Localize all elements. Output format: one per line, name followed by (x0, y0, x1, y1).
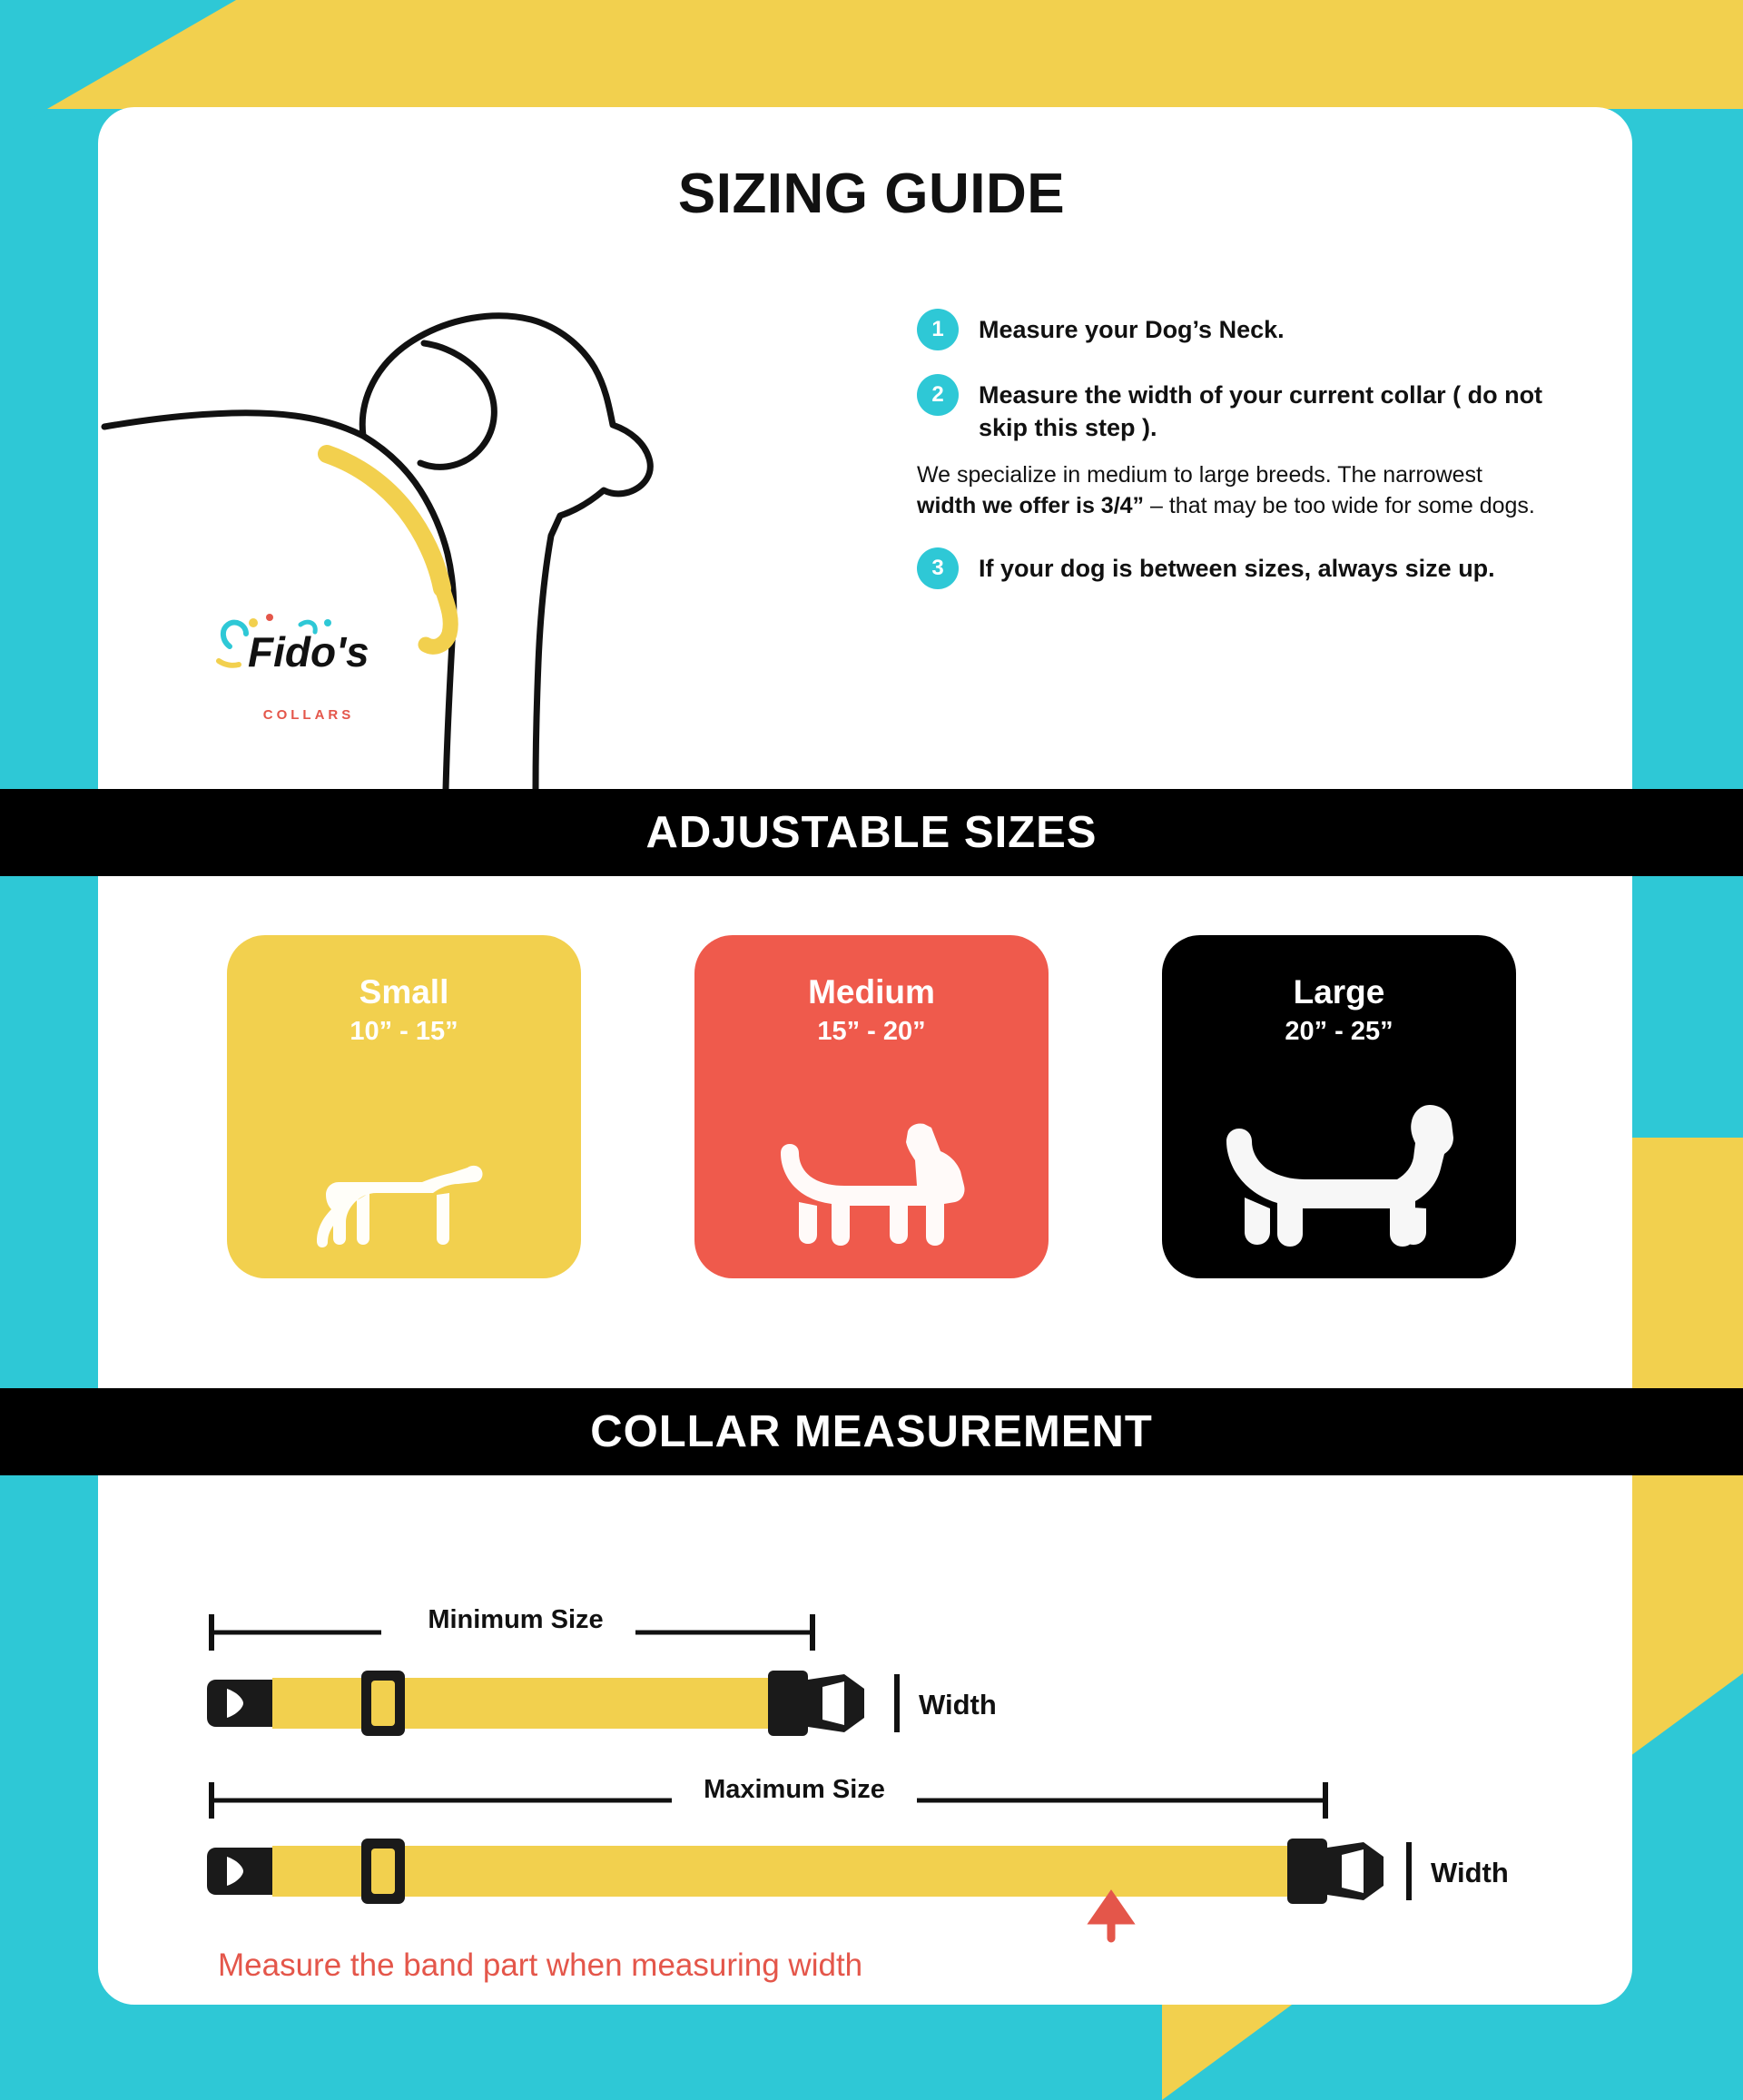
section-header-adjustable-sizes (0, 789, 1743, 876)
width-note (917, 460, 1543, 522)
size-card-large-range: 20” - 25” (1285, 1017, 1393, 1046)
size-card-small[interactable] (227, 935, 581, 1278)
size-card-small-range: 10” - 15” (350, 1017, 458, 1046)
instruction-steps (917, 309, 1552, 613)
step-1 (917, 309, 1552, 350)
step-2-text: Measure the width of your current collar ( do not skip this step ). (979, 381, 1543, 441)
minimum-size-label: Minimum Size (428, 1605, 604, 1634)
measurement-footnote: Measure the band part when measuring width (218, 1947, 863, 1983)
step-3 (917, 547, 1552, 589)
svg-text:Fido's: Fido's (248, 628, 369, 675)
large-dog-silhouette-icon (1203, 1096, 1475, 1255)
step-1-number: 1 (917, 309, 959, 350)
size-card-medium-range: 15” - 20” (817, 1017, 926, 1046)
size-card-small-name: Small (359, 973, 449, 1011)
maximum-size-label: Maximum Size (704, 1775, 885, 1804)
small-dog-silhouette-icon (313, 1137, 495, 1255)
fidos-logo (213, 610, 404, 710)
dog-head-outline-illustration (86, 263, 803, 790)
step-2-number: 2 (917, 374, 959, 416)
logo-subtitle: COLLARS (262, 707, 355, 723)
size-card-medium[interactable] (694, 935, 1049, 1278)
page-title: SIZING GUIDE (677, 163, 1066, 225)
collar-measurement-label: COLLAR MEASUREMENT (590, 1407, 1153, 1456)
size-card-medium-name: Medium (808, 973, 935, 1011)
background-yellow-top-bar (0, 0, 1743, 109)
step-1-text: Measure your Dog’s Neck. (979, 316, 1285, 343)
adjustable-sizes-label: ADJUSTABLE SIZES (645, 808, 1098, 857)
medium-dog-silhouette-icon (763, 1119, 980, 1255)
step-3-number: 3 (917, 547, 959, 589)
max-width-label: Width (1431, 1857, 1509, 1888)
min-width-label: Width (919, 1689, 997, 1720)
section-header-collar-measurement (0, 1388, 1743, 1475)
size-card-large-name: Large (1293, 973, 1385, 1011)
size-card-large[interactable] (1162, 935, 1516, 1278)
size-cards (227, 935, 1516, 1280)
width-note-bold: width we offer is 3/4” (917, 493, 1145, 518)
step-3-text: If your dog is between sizes, always size up. (979, 554, 1495, 582)
step-2 (917, 374, 1552, 444)
width-note-part2: – that may be too wide for some dogs. (1144, 493, 1535, 518)
width-note-part1: We specialize in medium to large breeds. The narrowest (917, 462, 1482, 488)
minimum-size-diagram (0, 1543, 1743, 1770)
